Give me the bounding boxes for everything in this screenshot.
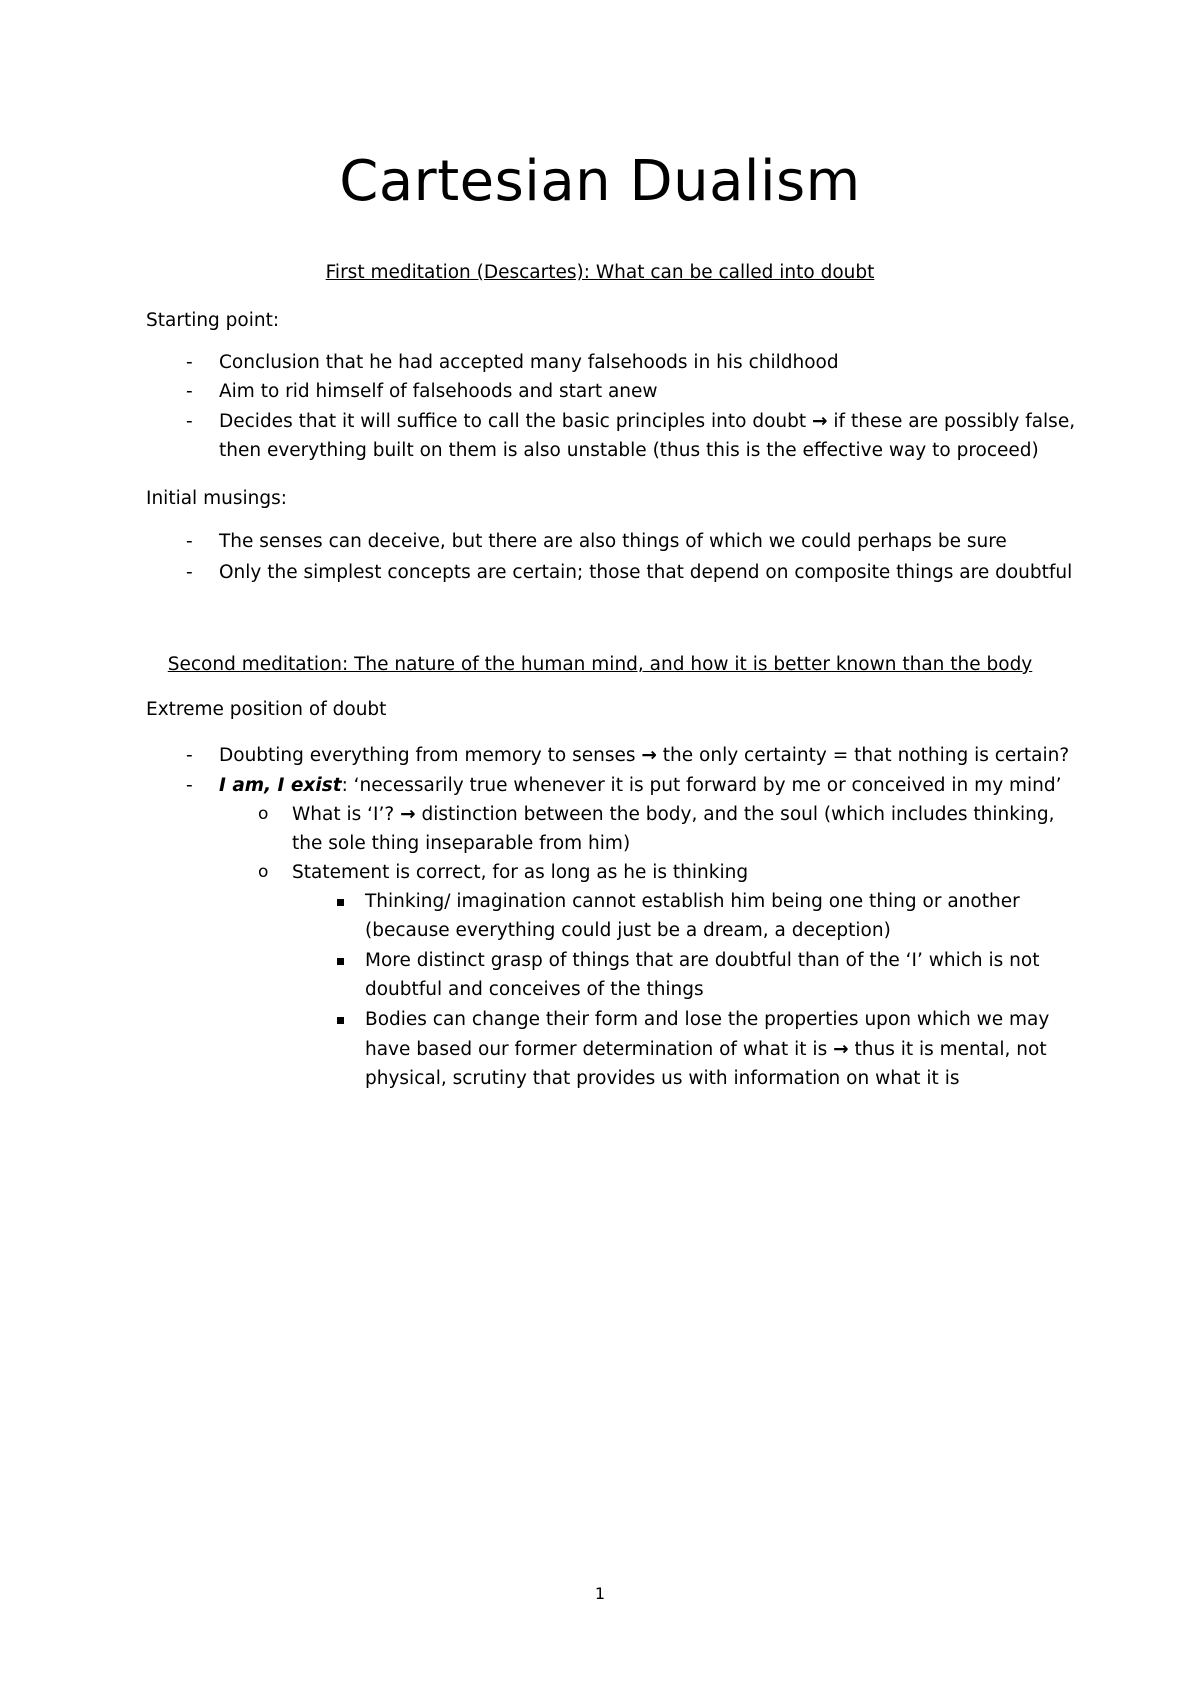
arrow-right-icon: → [833,1039,849,1060]
sub-list-item: Statement is correct, for as long as he is thinking [292,862,749,883]
bullet-dash: - [186,745,193,766]
first-meditation-heading: First meditation (Descartes): What can be called into doubt [325,262,875,283]
sub-list-item-continuation: the sole thing inseparable from him) [292,833,631,854]
bullet-circle: o [258,862,269,882]
initial-musings-label: Initial musings: [146,488,287,509]
item-text: : ‘necessarily true whenever it is put forward by me or conceived in my mind’ [341,775,1062,796]
starting-point-label: Starting point: [146,310,280,331]
item-text: What is ‘I’? [292,804,395,825]
page-number: 1 [594,1584,606,1603]
item-text: thus it is mental, not [854,1039,1047,1060]
bullet-circle: o [258,804,269,824]
second-meditation-heading: Second meditation: The nature of the human mind, and how it is better known than the body [167,654,1033,675]
emphasis-text: I am, I exist [219,775,342,796]
bullet-dash: - [186,562,193,583]
list-item: Aim to rid himself of falsehoods and start anew [219,381,658,402]
bullet-dash: - [186,775,193,796]
arrow-right-icon: → [400,804,416,825]
bullet-square-icon [337,899,344,906]
list-item-continuation: then everything built on them is also unstable (thus this is the effective way to proceed) [219,440,1039,461]
bullet-dash: - [186,411,193,432]
arrow-right-icon: → [641,745,657,766]
list-item: Only the simplest concepts are certain; those that depend on composite things are doubtful [219,562,1073,583]
item-text: have based our former determination of what it is [365,1039,828,1060]
item-text: distinction between the body, and the soul (which includes thinking, [421,804,1055,825]
item-text: the only certainty = that nothing is certain? [662,745,1070,766]
list-item [219,741,1069,770]
list-item [219,407,1075,436]
bullet-dash: - [186,381,193,402]
bullet-square-icon [337,958,344,965]
bullet-dash: - [186,531,193,552]
sub-sub-list-item-continuation: doubtful and conceives of the things [365,979,704,1000]
document-title: Cartesian Dualism [339,149,861,214]
sub-sub-list-item-continuation [365,1035,1047,1064]
extreme-position-label: Extreme position of doubt [146,699,387,720]
sub-sub-list-item: More distinct grasp of things that are doubtful than of the ‘I’ which is not [365,950,1040,971]
sub-list-item [292,800,1054,829]
item-text: if these are possibly false, [833,411,1076,432]
item-text: Decides that it will suffice to call the basic principles into doubt [219,411,807,432]
list-item: The senses can deceive, but there are also things of which we could perhaps be sure [219,531,1007,552]
sub-sub-list-item-continuation: physical, scrutiny that provides us with information on what it is [365,1068,960,1089]
sub-sub-list-item: Bodies can change their form and lose the properties upon which we may [365,1009,1050,1030]
sub-sub-list-item-continuation: (because everything could just be a dream, a deception) [365,920,891,941]
list-item: Conclusion that he had accepted many falsehoods in his childhood [219,352,839,373]
arrow-right-icon: → [812,411,828,432]
item-text: Doubting everything from memory to senses [219,745,636,766]
bullet-dash: - [186,352,193,373]
list-item [219,771,1062,800]
bullet-square-icon [337,1017,344,1024]
sub-sub-list-item: Thinking/ imagination cannot establish him being one thing or another [365,891,1020,912]
